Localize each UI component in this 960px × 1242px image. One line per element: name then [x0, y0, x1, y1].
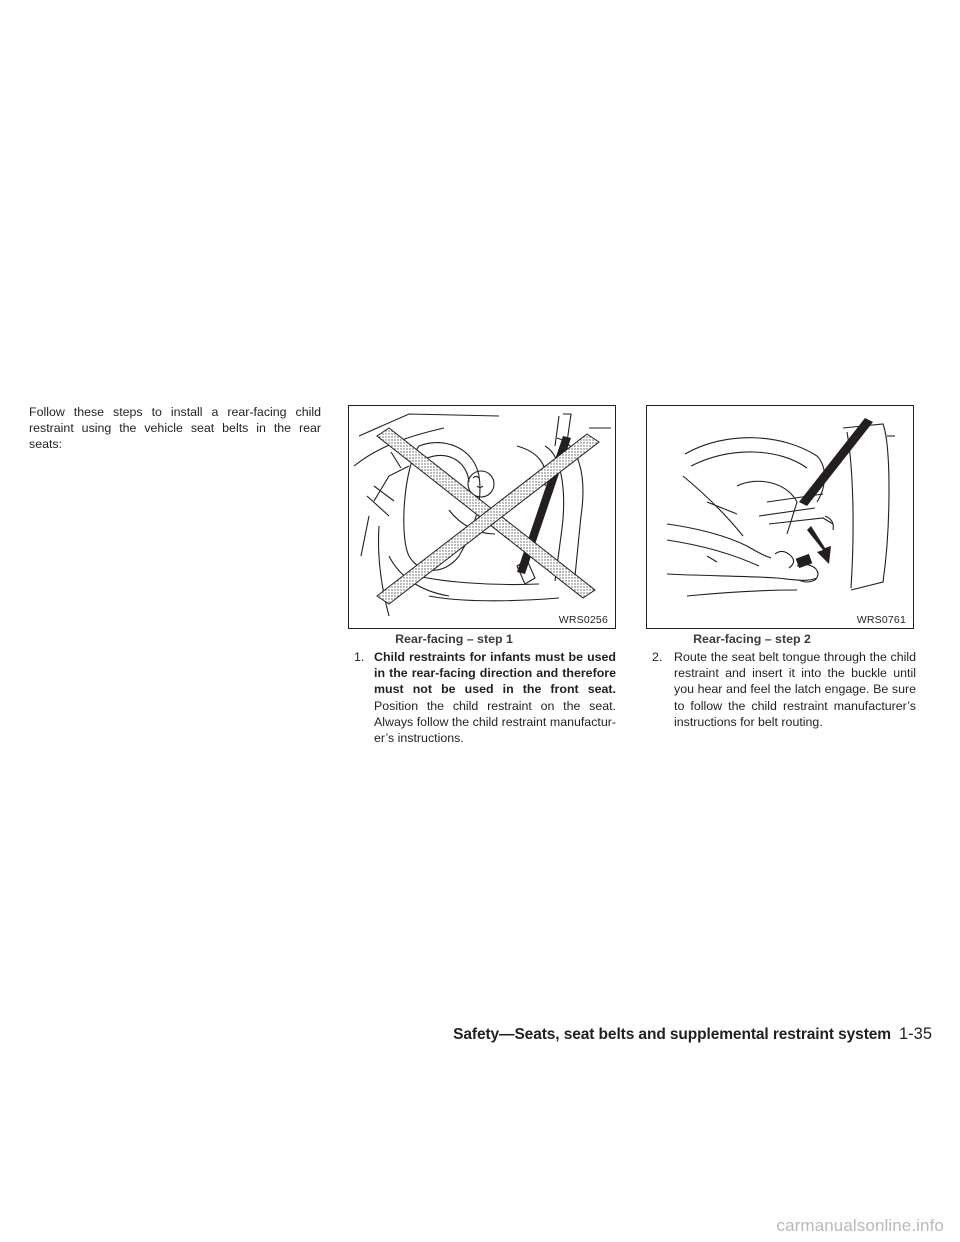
- figure-rear-facing-step-2: [646, 405, 914, 629]
- watermark: carmanualsonline.info: [776, 1216, 944, 1235]
- step-instruction-text: Position the child restraint on the seat. Always follow the child restraint manufacturer’s instructions.: [374, 698, 616, 746]
- step-number: 1.: [354, 650, 365, 664]
- page-footer: [0, 1025, 932, 1044]
- section-title: Safety—Seats, seat belts and supplemental restraint system: [453, 1026, 891, 1043]
- step-warning-text: Child restraints for infants must be used in the rear-facing direction and therefore must not be used in the front seat.: [374, 650, 616, 697]
- rear-facing-in-front-seat-prohibited-illustration: [349, 406, 616, 629]
- figure-caption-step-1: Rear-facing – step 1: [395, 632, 513, 646]
- figure-caption-step-2: Rear-facing – step 2: [693, 632, 811, 646]
- step-instruction-text: Route the seat belt tongue through the child restraint and insert it into the buckle until you hear and feel the latch engage. Be sure to follow the child restraint manufacturer’s instructions for belt routing.: [674, 650, 916, 729]
- step-body: [354, 649, 616, 746]
- step-body: [652, 649, 916, 730]
- page-number: 1-35: [898, 1025, 932, 1043]
- routing-seat-belt-illustration: [647, 406, 914, 629]
- figure-code: WRS0256: [558, 614, 608, 626]
- figure-code: WRS0761: [856, 614, 906, 626]
- figure-rear-facing-step-1: [348, 405, 616, 629]
- step-2: [652, 649, 916, 730]
- intro-paragraph: Follow these steps to install a rear-facing child restraint using the vehicle seat belts in the rear seats:: [29, 405, 321, 452]
- step-number: 2.: [652, 650, 663, 664]
- step-1: [354, 649, 616, 746]
